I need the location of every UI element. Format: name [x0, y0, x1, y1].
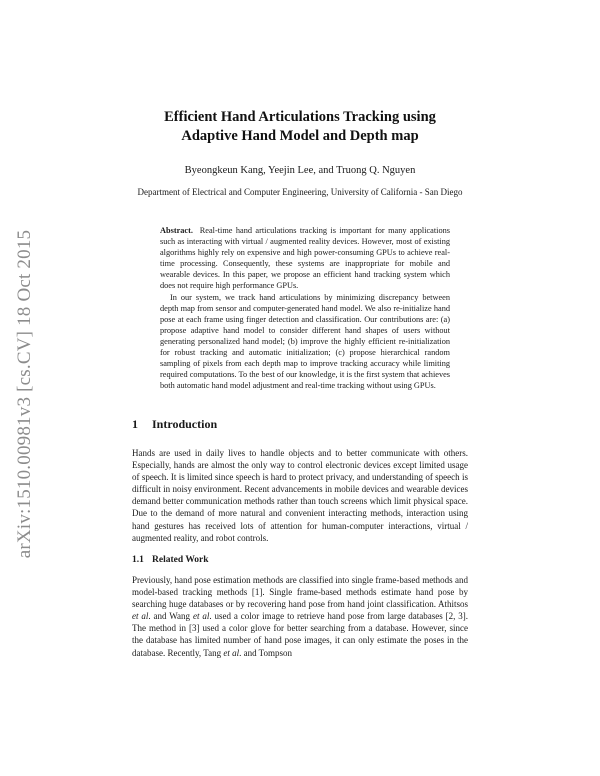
section-number: 1 — [132, 417, 138, 431]
abstract — [160, 225, 450, 391]
related-work-paragraph — [132, 574, 468, 659]
abstract-label: Abstract. — [160, 226, 193, 235]
subsection-number: 1.1 — [132, 555, 144, 565]
et-al-1: et al — [132, 611, 149, 622]
subsection-title: Related Work — [152, 555, 209, 565]
related-work-text-c: . used a color image to retrieve hand pose from large databases [2, 3]. The method in [3] used a color glove for better searching from a database. However, since the database has limited number of hand pose images, it can only estimate the poses in the database. Recently, Tang — [132, 611, 469, 658]
paper-title-line-2: Adaptive Hand Model and Depth map — [181, 128, 419, 144]
arxiv-stamp — [10, 208, 40, 580]
related-work-text-a: Previously, hand pose estimation methods are classified into single frame-based methods and model-based tracking methods [1]. Single frame-based methods estimate hand pose by searching huge databases or by recovering hand pose from hand joint classification. Athitsos — [132, 575, 468, 610]
abstract-text-1: Real-time hand articulations tracking is important for many applications such as interacting with virtual / augmented reality devices. However, most of existing algorithms highly rely on expensive and high power-consuming GPUs to achieve real-time processing. Consequently, these systems are inappropriate for mobile and wearable devices. In this paper, we propose an efficient hand tracking system which does not require high performance GPUs. — [160, 226, 450, 291]
section-heading-introduction — [132, 417, 217, 432]
section-title: Introduction — [152, 417, 218, 431]
authors: Byeongkeun Kang, Yeejin Lee, and Truong Q. Nguyen — [184, 165, 416, 176]
et-al-3: et al — [223, 647, 240, 658]
arxiv-stamp-text: arXiv:1510.00981v3 [cs.CV] 18 Oct 2015 — [14, 229, 35, 559]
related-work-text-b: . and Wang — [148, 611, 193, 622]
et-al-2: et al — [192, 611, 210, 622]
paper-title-line-1: Efficient Hand Articulations Tracking using — [164, 109, 436, 125]
subsection-heading-related-work — [132, 555, 209, 565]
paper-title — [0, 108, 600, 146]
abstract-paragraph-1 — [160, 225, 450, 292]
introduction-paragraph: Hands are used in daily lives to handle objects and to better communicate with others. Especially, hands are almost the only way to control electronic devices except limited usage of speech. It is limited since speech is hard to protect privacy, and understanding of speech is difficult in noisy environment. Recent advancements in mobile devices and wearable devices demand better communication methods rather than touch screens which limit physical space. Due to the demand of more natural and convenient interacting methods, interaction using hand gestures has received lots of attention for human-computer interactions, virtual / augmented reality, and robot controls. — [132, 448, 468, 543]
abstract-paragraph-2: In our system, we track hand articulations by minimizing discrepancy between depth map from sensor and computer-generated hand model. We also re-initialize hand pose at each frame using finger detection and classification. Our contributions are: (a) propose adaptive hand model to consider different hand shapes of users without generating personalized hand model; (b) improve the highly efficient re-initialization for robust tracking and automatic initialization; (c) propose hierarchical random sampling of pixels from each depth map to improve tracking accuracy while limiting required computations. To the best of our knowledge, it is the first system that achieves both automatic hand model adjustment and real-time tracking without using GPUs. — [160, 292, 450, 391]
related-work-text-d: . and Tompson — [239, 647, 293, 658]
affiliation: Department of Electrical and Computer Engineering, University of California - San Diego — [137, 187, 463, 197]
